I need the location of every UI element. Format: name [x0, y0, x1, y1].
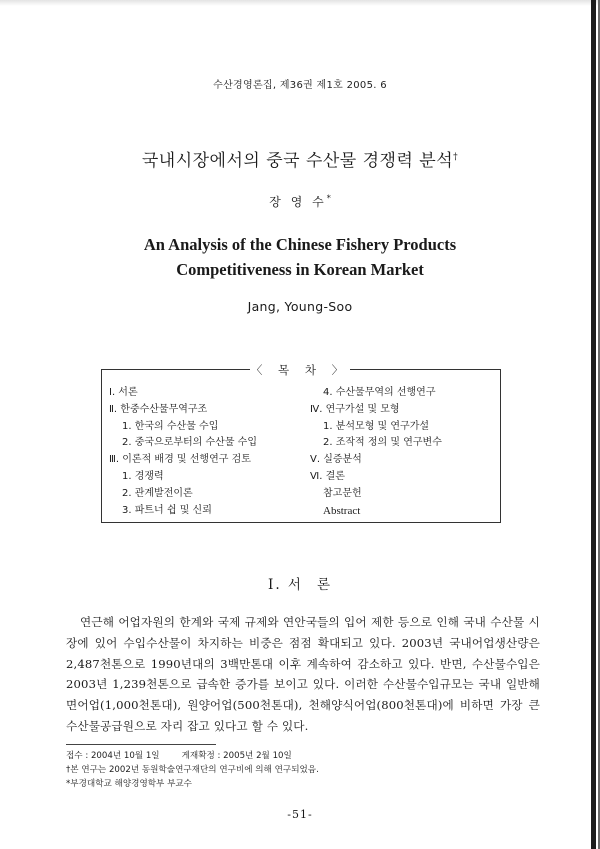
toc-item: Ⅰ. 서론 — [109, 387, 138, 398]
toc-item: Ⅵ. 결론 — [310, 470, 345, 482]
paper-title-korean-text: 국내시장에서의 중국 수산물 경쟁력 분석 — [141, 151, 454, 171]
page-binding-edge — [591, 0, 596, 849]
toc-item: Abstract — [323, 504, 361, 517]
toc-item: 2. 조작적 정의 및 연구변수 — [323, 437, 442, 449]
section-number: Ⅰ. 서 — [267, 577, 303, 593]
toc-item: Ⅱ. 한중수산물무역구조 — [109, 403, 208, 415]
toc-item: Ⅲ. 이론적 배경 및 선행연구 검토 — [109, 454, 251, 466]
footnote-affiliation: *부경대학교 해양경영학부 부교수 — [66, 779, 192, 789]
title-footnote-mark: † — [453, 152, 459, 163]
paper-title-english-line2: Competitiveness in Korean Market — [176, 260, 424, 279]
introduction-paragraph: 연근해 어업자원의 한계와 국제 규제와 연안국들의 입어 제한 등으로 인해 국내 수산물 시장에 있어 수입수산물이 차지하는 비중은 점점 확대되고 있다. 2003년 국내어업생산량은 2,487천톤으로 1990년대의 3백만톤대 이후 계속하여 감소하고 있다. 반면, 수산물수입은 2003년 1,239천톤으로 급속한 증가를 보이고 있다. 이러한 수산물수입규모는 국내 일반해면어업(1,000천톤대), 원양어업(500천톤대), 천해양식어업(800천톤대)에 비하면 가장 큰 수산물공급원으로 자리 잡고 있다고 할 수 있다. — [66, 615, 540, 733]
footnote-dates — [66, 749, 319, 763]
author-korean — [0, 193, 600, 210]
footnote-received: 접수 : 2004년 10월 1일 — [66, 751, 160, 761]
paper-title-english-line1: An Analysis of the Chinese Fishery Products — [143, 235, 457, 254]
author-korean-name: 장 영 수 — [269, 195, 327, 209]
author-footnote-mark: * — [326, 194, 331, 203]
section-title: 론 — [316, 577, 332, 593]
page-number: -51- — [287, 808, 313, 821]
section-heading-introduction — [0, 573, 600, 593]
toc-item: 2. 중국으로부터의 수산물 수입 — [122, 437, 257, 449]
toc-item: 참고문헌 — [323, 487, 362, 499]
footnotes — [66, 749, 319, 791]
toc-item: 1. 한국의 수산물 수입 — [122, 420, 219, 432]
toc-right-column — [310, 385, 442, 519]
toc-item: Ⅳ. 연구가설 및 모형 — [310, 403, 400, 415]
toc-item: 1. 경쟁력 — [122, 470, 164, 482]
page-top-edge — [0, 0, 600, 6]
paper-title-english — [0, 232, 600, 282]
toc-item: 2. 관계발전이론 — [122, 487, 193, 499]
author-english: Jang, Young-Soo — [247, 299, 353, 314]
footnote-divider — [66, 744, 216, 745]
table-of-contents-title: 〈 목 차 〉 — [250, 363, 350, 377]
journal-header: 수산경영론집, 제36권 제1호 2005. 6 — [213, 80, 387, 91]
toc-item: Ⅴ. 실증분석 — [310, 454, 362, 466]
toc-item: 1. 분석모형 및 연구가설 — [323, 420, 430, 432]
toc-item: 3. 파트너 쉽 및 신뢰 — [122, 504, 212, 516]
toc-left-column — [109, 385, 257, 519]
footnote-accepted: 게재확정 : 2005년 2월 10일 — [181, 751, 292, 761]
footnote-funding: †본 연구는 2002년 동원학술연구재단의 연구비에 의해 연구되었음. — [66, 765, 319, 775]
toc-item: 4. 수산물무역의 선행연구 — [323, 387, 436, 398]
paper-title-korean — [0, 146, 600, 171]
